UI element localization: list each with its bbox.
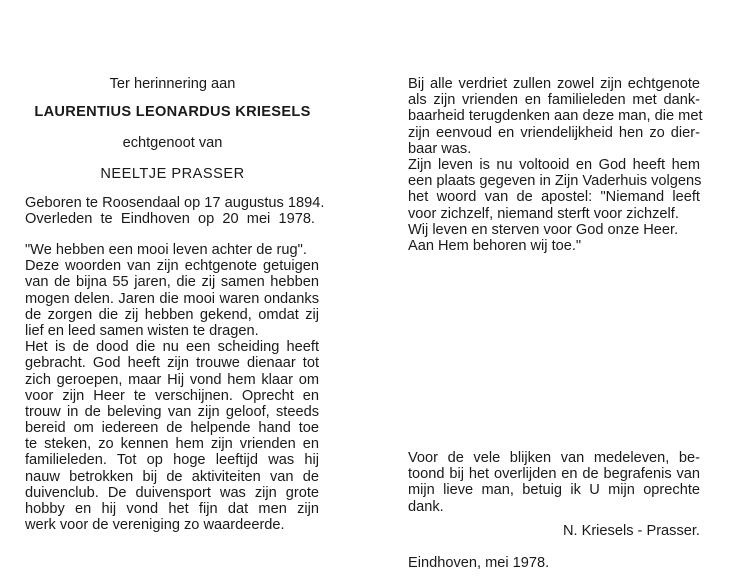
intro-line: Ter herinnering aan — [109, 76, 236, 92]
text-line: trouw in de beleving van zijn geloof, steeds — [25, 403, 319, 420]
biography-text — [25, 242, 319, 533]
text-line: zijn eenvoud en vriendelijkheid hen zo dier- — [408, 124, 700, 141]
dates-block — [25, 195, 325, 228]
text-line: Bij alle verdriet zullen zowel zijn echtgenote — [408, 76, 700, 92]
place-date: Eindhoven, mei 1978. — [408, 555, 550, 571]
thanks-text — [408, 450, 700, 515]
text-line: mogen delen. Jaren die mooi waren ondanks — [25, 290, 319, 307]
deceased-name: LAURENTIUS LEONARDUS KRIESELS — [34, 104, 311, 120]
text-line: Aan Hem behoren wij toe." — [408, 237, 582, 254]
spouse-name: NEELTJE PRASSER — [100, 166, 245, 182]
text-line: toond bij het overlijden en de begrafenis van — [408, 466, 700, 483]
birth-line: Geboren te Roosendaal op 17 augustus 1894. — [25, 195, 325, 211]
text-line: Het is de dood die nu een scheiding heeft — [25, 339, 319, 356]
text-line: Zijn leven is nu voltooid en God heeft hem — [408, 156, 700, 173]
text-line: mijn lieve man, betuig ik U mijn oprechte — [408, 482, 700, 499]
text-line: als zijn vrienden en familieleden met dank- — [408, 92, 700, 109]
text-line: bereid om iedereen de helpende hand toe — [25, 420, 319, 437]
text-line: familieleden. Tot op hoge leeftijd was hij — [25, 452, 319, 469]
text-line: lief en leed samen wisten te dragen. — [25, 322, 259, 339]
relation-line: echtgenoot van — [122, 135, 223, 151]
signature: N. Kriesels - Prasser. — [562, 523, 700, 539]
text-line: Wij leven en sterven voor God onze Heer. — [408, 221, 679, 238]
text-line: hobby en hij vond het fijn dat men zijn — [25, 501, 319, 517]
text-line: baar was. — [408, 140, 472, 157]
reflection-text — [408, 76, 703, 254]
text-line: duivenclub. De duivensport was zijn grote — [25, 484, 319, 501]
text-line: dank. — [408, 498, 444, 515]
text-line: het woord van de apostel: "Niemand leeft — [408, 189, 700, 206]
text-line: voor zichzelf, niemand sterft voor zichzelf. — [408, 205, 679, 222]
text-line: nauw betrokken bij de aktiviteiten van de — [25, 468, 319, 485]
text-line: zich geroepen, maar Hij vond hem klaar om — [25, 371, 319, 388]
text-line: "We hebben een mooi leven achter de rug". — [25, 242, 307, 258]
text-line: gebracht. God heeft zijn trouwe dienaar tot — [25, 355, 319, 372]
text-line: baarheid terugdenken aan deze man, die met — [408, 108, 703, 125]
text-line: van de bijna 55 jaren, die zij samen hebben — [25, 274, 319, 291]
text-line: werk voor de vereniging zo waardeerde. — [25, 517, 285, 534]
text-line: Deze woorden van zijn echtgenote getuigen — [25, 258, 319, 275]
text-line: Voor de vele blijken van medeleven, be- — [408, 450, 700, 466]
text-line: voor zijn Heer te verschijnen. Oprecht en — [25, 387, 319, 404]
death-line: Overleden te Eindhoven op 20 mei 1978. — [25, 211, 315, 228]
text-line: een plaats gegeven in Zijn Vaderhuis volgens — [408, 173, 702, 190]
text-line: te steken, zo kennen hem zijn vrienden en — [25, 436, 319, 453]
text-line: de zorgen die zij hebben gekend, omdat zij — [25, 306, 319, 323]
